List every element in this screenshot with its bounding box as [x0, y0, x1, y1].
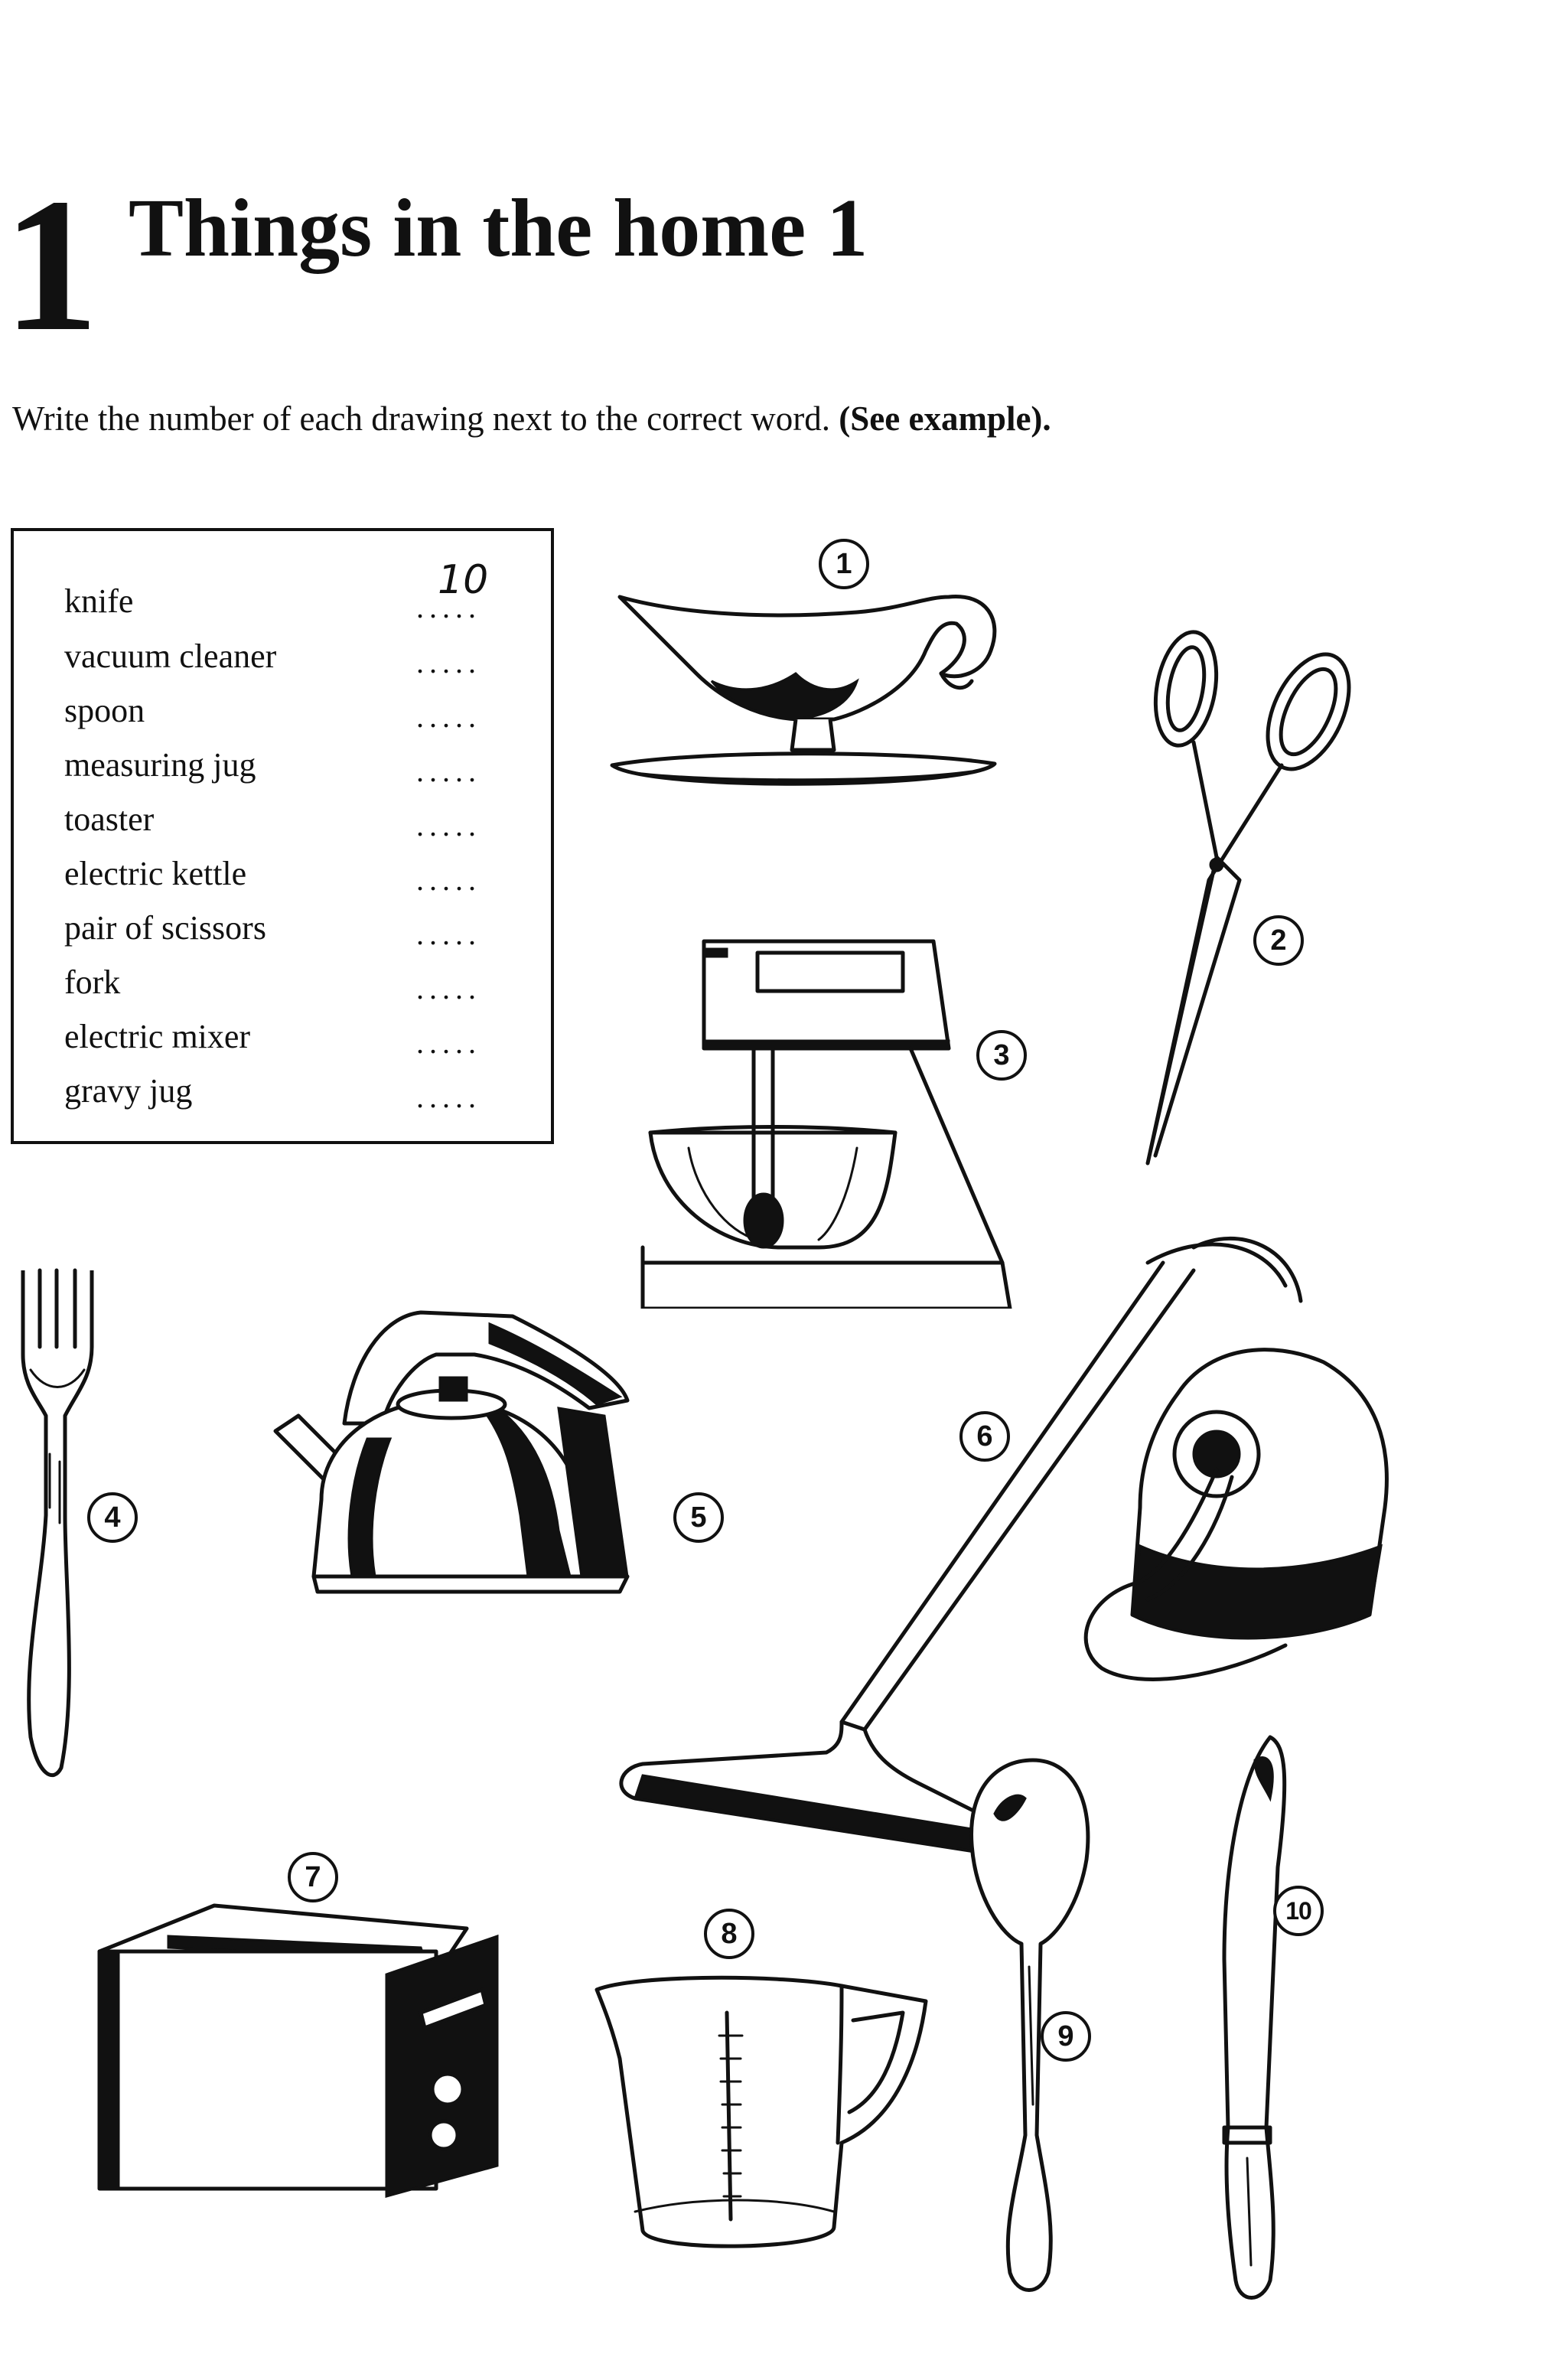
knife-icon	[1194, 1730, 1301, 2311]
word-label: electric kettle	[64, 855, 247, 892]
unit-number: 1	[3, 159, 94, 371]
answer-blank[interactable]: .....	[416, 1080, 481, 1114]
drawing-number-8: 8	[704, 1909, 754, 1959]
answer-blank[interactable]: .....	[416, 754, 481, 788]
answer-blank[interactable]: .....	[416, 862, 481, 897]
word-row-spoon	[64, 688, 523, 734]
word-row-pair-of-scissors	[64, 905, 523, 951]
gravy-jug-icon	[604, 566, 1018, 811]
answer-blank[interactable]: .....	[416, 590, 481, 624]
answer-blank[interactable]: .....	[416, 808, 481, 843]
drawing-number-10: 10	[1273, 1886, 1324, 1936]
page-title: Things in the home 1	[129, 183, 868, 274]
word-label: knife	[64, 582, 134, 620]
answer-blank[interactable]: .....	[416, 645, 481, 680]
drawing-number-2: 2	[1253, 915, 1304, 966]
drawing-number-1: 1	[819, 539, 869, 589]
word-row-gravy-jug	[64, 1068, 523, 1114]
instruction-note: (See example).	[839, 399, 1051, 438]
answer-blank[interactable]: .....	[416, 971, 481, 1006]
answer-blank[interactable]: .....	[416, 1025, 481, 1060]
drawing-number-3: 3	[976, 1030, 1027, 1081]
word-row-measuring-jug	[64, 742, 523, 788]
word-row-knife	[64, 557, 523, 624]
drawing-number-6: 6	[959, 1411, 1010, 1462]
word-label: spoon	[64, 692, 145, 729]
toaster-icon	[84, 1890, 520, 2204]
fork-icon	[8, 1263, 99, 1791]
drawing-number-5: 5	[673, 1492, 724, 1543]
answer-blank[interactable]: .....	[416, 699, 481, 734]
word-row-vacuum-cleaner	[64, 634, 523, 680]
word-label: electric mixer	[64, 1018, 251, 1055]
drawing-number-4: 4	[87, 1492, 138, 1543]
word-label: vacuum cleaner	[64, 637, 277, 675]
instruction	[12, 398, 1051, 439]
word-label: fork	[64, 963, 121, 1001]
word-row-toaster	[64, 797, 523, 843]
word-label: toaster	[64, 800, 155, 838]
word-label: pair of scissors	[64, 909, 266, 947]
word-row-electric-kettle	[64, 851, 523, 897]
scissors-icon	[1102, 628, 1385, 1179]
measuring-jug-icon	[589, 1967, 933, 2258]
drawing-number-7: 7	[288, 1852, 338, 1902]
handwritten-answer: 10	[438, 557, 489, 603]
word-label: gravy jug	[64, 1072, 193, 1110]
word-row-electric-mixer	[64, 1014, 523, 1060]
word-label: measuring jug	[64, 746, 256, 784]
word-row-fork	[64, 960, 523, 1006]
word-list-box	[11, 528, 554, 1144]
instruction-text: Write the number of each drawing next to the correct word.	[12, 399, 831, 438]
drawing-number-9: 9	[1041, 2011, 1091, 2062]
answer-blank[interactable]: .....	[416, 917, 481, 951]
